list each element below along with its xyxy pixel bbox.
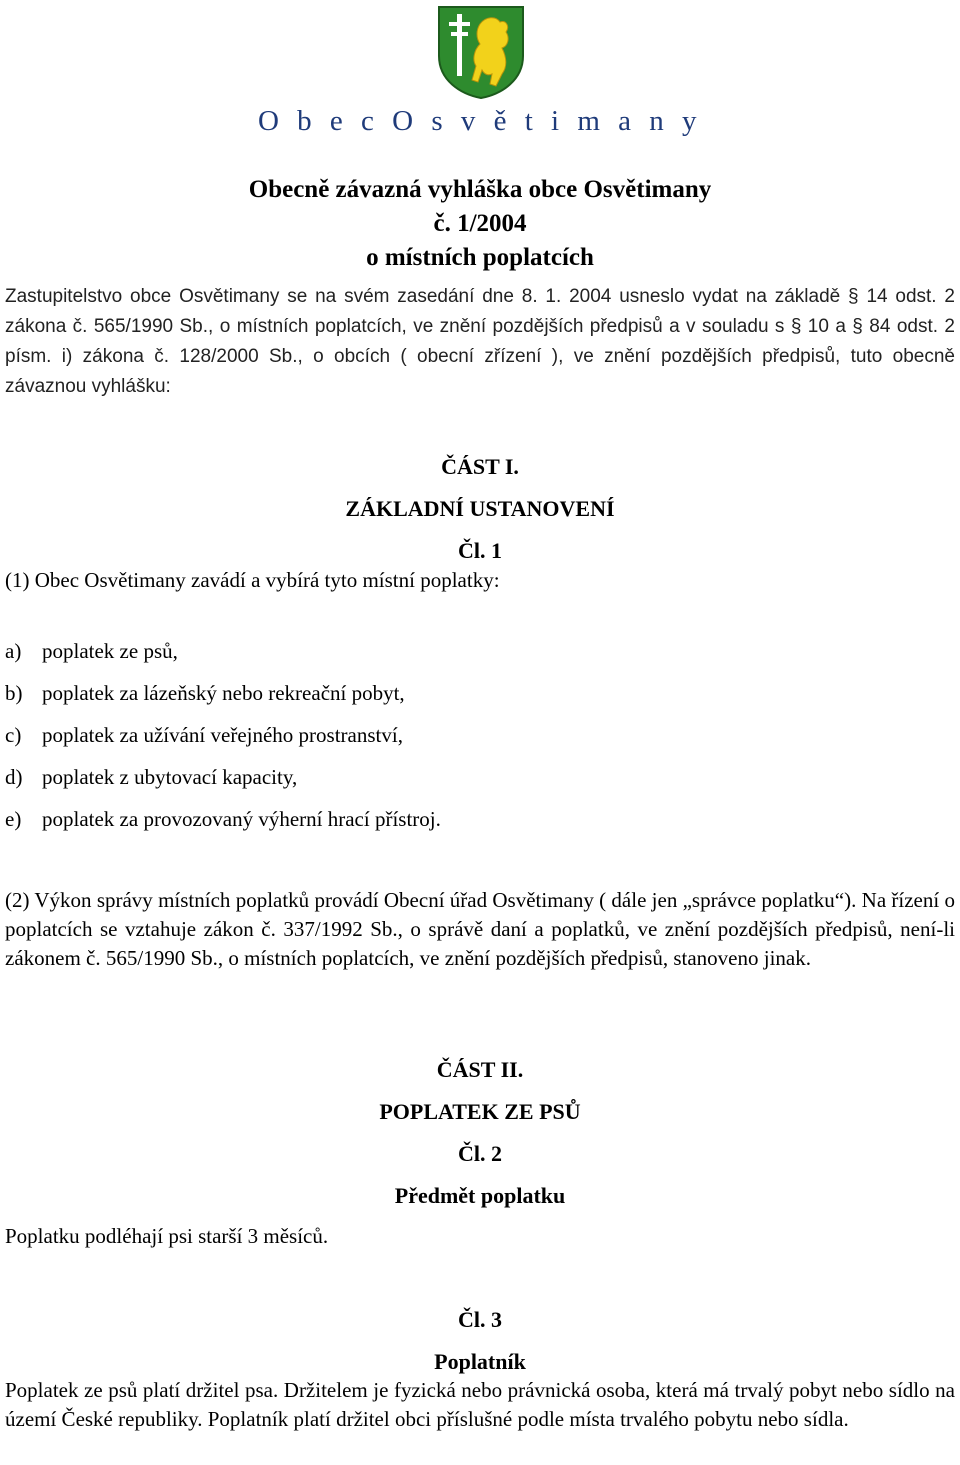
list-text: poplatek ze psů, bbox=[42, 639, 178, 663]
paragraph: Poplatek ze psů platí držitel psa. Držitelem je fyzická nebo právnická osoba, která má trvalý pobyt nebo sídlo na území České republiky. Poplatník platí držitel obci příslušné podle místa trvalého pobytu nebo sídla. bbox=[5, 1378, 955, 1431]
article-number: Čl. 3 bbox=[458, 1307, 502, 1332]
list-text: poplatek za provozovaný výherní hrací přístroj. bbox=[42, 807, 441, 831]
list-letter: a) bbox=[5, 639, 22, 663]
decree-number: č. 1/2004 bbox=[433, 210, 527, 237]
decree-subject: o místních poplatcích bbox=[366, 244, 594, 271]
part-title: ZÁKLADNÍ USTANOVENÍ bbox=[345, 496, 615, 521]
list-item bbox=[5, 805, 905, 847]
paragraph: Poplatku podléhají psi starší 3 měsíců. bbox=[5, 1224, 329, 1248]
paragraph: (2) Výkon správy místních poplatků provádí Obecní úřad Osvětimany ( dále jen „správce poplatku“). Na řízení o poplatcích se vztahuje zákon č. 337/1992 Sb., o správě daní a poplatků, ve znění pozdějších předpisů, není-li zákonem č. 565/1990 Sb., o místních poplatcích, ve znění pozdějších předpisů, stanoveno jinak. bbox=[5, 888, 955, 970]
list-text: poplatek z ubytovací kapacity, bbox=[42, 765, 298, 789]
coat-of-arms-icon bbox=[436, 4, 526, 100]
fee-list bbox=[5, 637, 905, 847]
intro-paragraph: Zastupitelstvo obce Osvětimany se na svém zasedání dne 8. 1. 2004 usneslo vydat na základě § 14 odst. 2 zákona č. 565/1990 Sb., o místních poplatcích, ve znění pozdějších předpisů a v souladu s § 10 a § 84 odst. 2 písm. i) zákona č. 128/2000 Sb., o obcích ( obecní zřízení ), ve znění pozdějších předpisů, tuto obecně závaznou vyhlášku: bbox=[5, 286, 955, 397]
list-letter: c) bbox=[5, 723, 22, 747]
village-title: O b e c O s v ě t i m a n y bbox=[257, 105, 703, 137]
list-letter: e) bbox=[5, 807, 22, 831]
list-text: poplatek za lázeňský nebo rekreační pobyt, bbox=[42, 681, 405, 705]
part-heading: ČÁST II. bbox=[436, 1057, 524, 1082]
article-title: Předmět poplatku bbox=[394, 1183, 566, 1208]
list-item bbox=[5, 679, 905, 721]
part-title: POPLATEK ZE PSŮ bbox=[379, 1099, 581, 1124]
list-item bbox=[5, 637, 905, 679]
article-title: Poplatník bbox=[434, 1349, 526, 1374]
article-number: Čl. 1 bbox=[458, 538, 502, 563]
list-letter: d) bbox=[5, 765, 23, 789]
decree-title-line: Obecně závazná vyhláška obce Osvětimany bbox=[248, 176, 712, 203]
decree-title bbox=[0, 173, 960, 275]
list-letter: b) bbox=[5, 681, 23, 705]
list-text: poplatek za užívání veřejného prostranství, bbox=[42, 723, 403, 747]
list-item bbox=[5, 763, 905, 805]
article-number: Čl. 2 bbox=[458, 1141, 502, 1166]
paragraph: (1) Obec Osvětimany zavádí a vybírá tyto místní poplatky: bbox=[5, 568, 500, 592]
list-item bbox=[5, 721, 905, 763]
part-heading: ČÁST I. bbox=[441, 454, 519, 479]
